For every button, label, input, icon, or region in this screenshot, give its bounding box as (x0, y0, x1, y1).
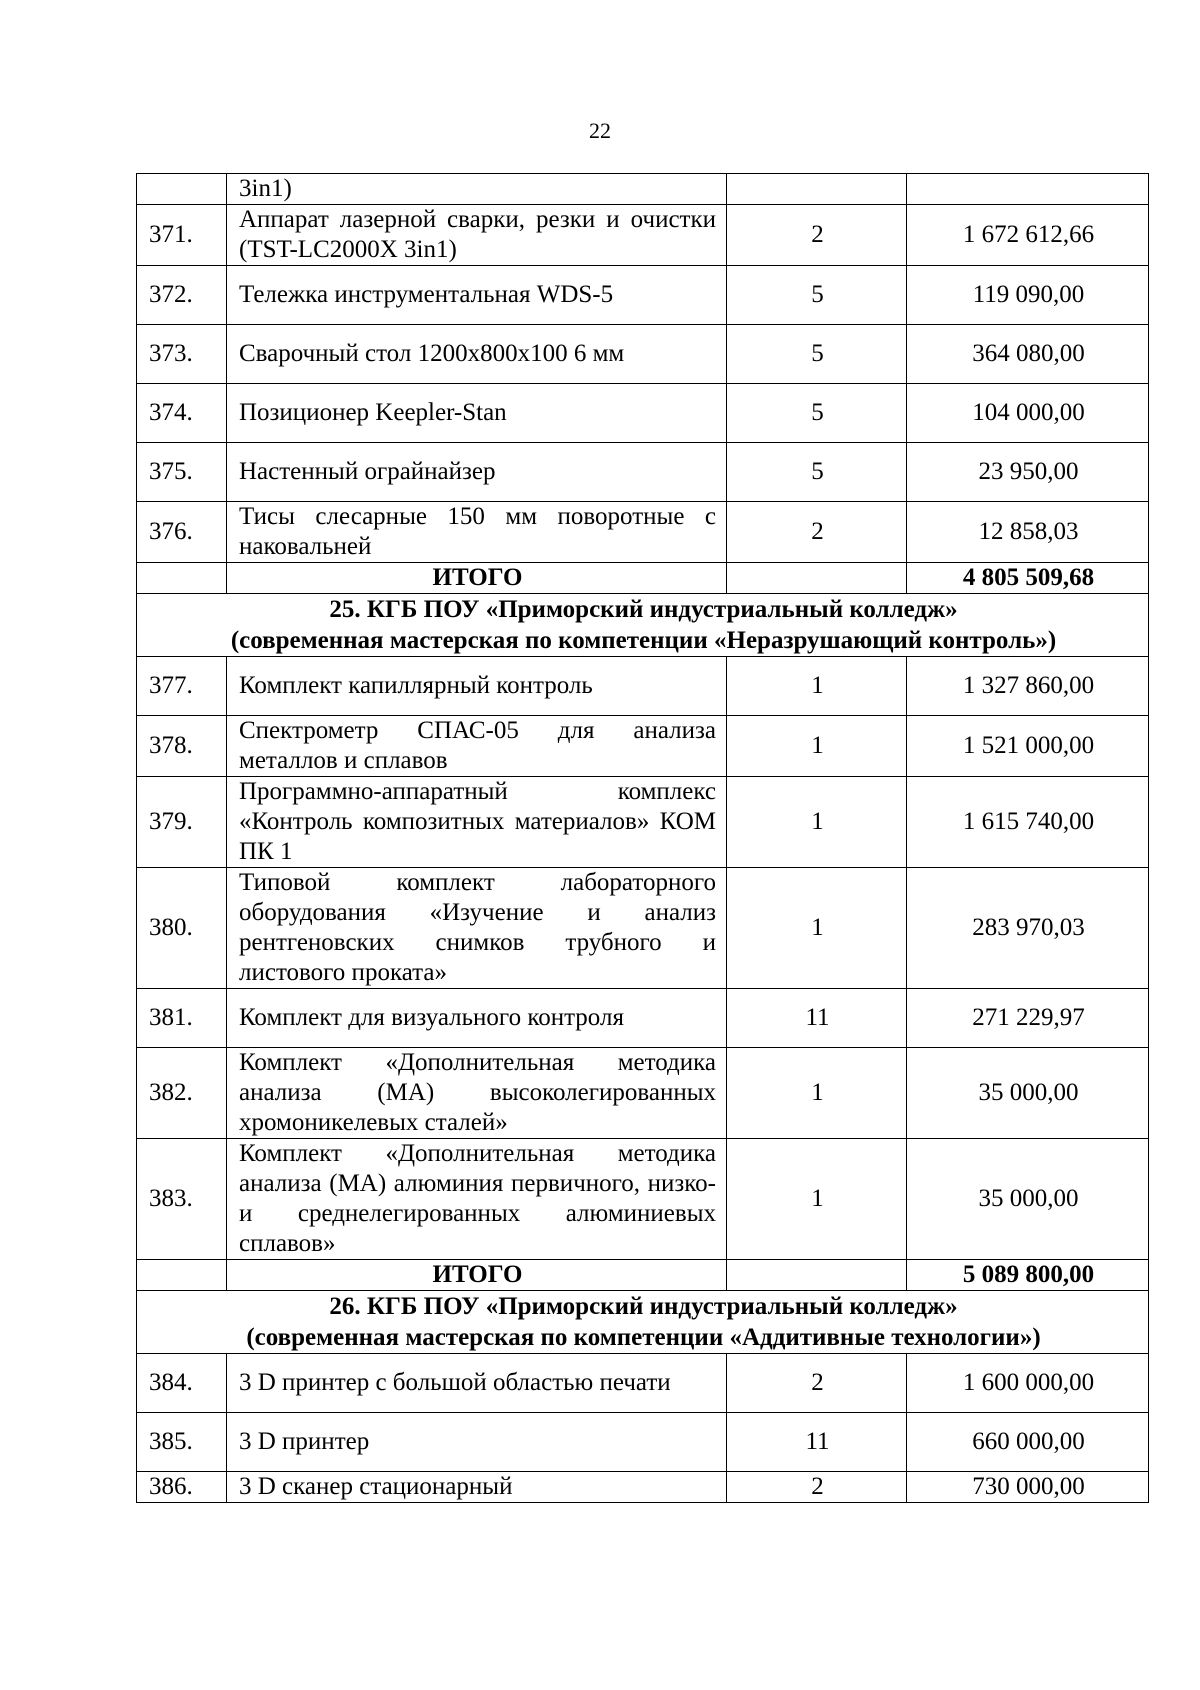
total-sum: 4 805 509,68 (907, 563, 1149, 594)
equipment-table (136, 173, 1149, 1503)
item-name: Сварочный стол 1200х800х100 6 мм (227, 325, 727, 384)
item-quantity: 1 (727, 777, 907, 868)
row-number: 383. (137, 1139, 227, 1260)
item-quantity: 5 (727, 384, 907, 443)
item-quantity: 1 (727, 1048, 907, 1139)
row-number: 373. (137, 325, 227, 384)
total-label: ИТОГО (227, 1260, 727, 1291)
table-row (137, 1413, 1149, 1472)
item-quantity: 5 (727, 266, 907, 325)
item-name: Тисы слесарные 150 мм поворотные с наковальней (227, 502, 727, 563)
item-name: Комплект «Дополнительная методика анализа (МА) высоколегированных хромоникелевых сталей» (227, 1048, 727, 1139)
table-row (137, 868, 1149, 989)
table-row (137, 502, 1149, 563)
table-row (137, 1354, 1149, 1413)
row-number (137, 174, 227, 205)
item-name: 3in1) (227, 174, 727, 205)
item-sum: 364 080,00 (907, 325, 1149, 384)
table-row (137, 205, 1149, 266)
table-row (137, 657, 1149, 716)
table-row (137, 1472, 1149, 1503)
item-sum: 23 950,00 (907, 443, 1149, 502)
row-number: 377. (137, 657, 227, 716)
table-row (137, 989, 1149, 1048)
item-sum: 35 000,00 (907, 1139, 1149, 1260)
item-name: Типовой комплект лабораторного оборудования «Изучение и анализ рентгеновских снимков трубного и листового проката» (227, 868, 727, 989)
item-name: Аппарат лазерной сварки, резки и очистки (TST-LC2000X 3in1) (227, 205, 727, 266)
item-sum: 1 327 860,00 (907, 657, 1149, 716)
total-label: ИТОГО (227, 563, 727, 594)
item-sum: 1 600 000,00 (907, 1354, 1149, 1413)
item-sum: 1 521 000,00 (907, 716, 1149, 777)
total-sum: 5 089 800,00 (907, 1260, 1149, 1291)
item-sum: 283 970,03 (907, 868, 1149, 989)
row-number: 374. (137, 384, 227, 443)
page-number: 22 (589, 118, 611, 143)
row-number: 372. (137, 266, 227, 325)
item-sum: 660 000,00 (907, 1413, 1149, 1472)
item-sum: 104 000,00 (907, 384, 1149, 443)
item-sum: 12 858,03 (907, 502, 1149, 563)
row-number: 378. (137, 716, 227, 777)
item-sum: 730 000,00 (907, 1472, 1149, 1503)
table-row (137, 716, 1149, 777)
total-quantity-empty (727, 1260, 907, 1291)
total-quantity-empty (727, 563, 907, 594)
section-subtitle: (современная мастерская по компетенции «Аддитивные технологии») (246, 1324, 1041, 1351)
item-name: Комплект «Дополнительная методика анализа (МА) алюминия первичного, низко- и среднелегированных алюминиевых сплавов» (227, 1139, 727, 1260)
item-name: Программно-аппаратный комплекс «Контроль композитных материалов» КОМ ПК 1 (227, 777, 727, 868)
item-quantity: 1 (727, 716, 907, 777)
row-number: 385. (137, 1413, 227, 1472)
table-row (137, 174, 1149, 205)
item-quantity: 1 (727, 657, 907, 716)
row-number: 375. (137, 443, 227, 502)
total-row (137, 1260, 1149, 1291)
item-name: Настенный ограйнайзер (227, 443, 727, 502)
row-number-empty (137, 1260, 227, 1291)
item-sum: 271 229,97 (907, 989, 1149, 1048)
table-row (137, 325, 1149, 384)
item-name: 3 D сканер стационарный (227, 1472, 727, 1503)
section-header-row (137, 1291, 1149, 1354)
table-row (137, 1139, 1149, 1260)
item-name: Тележка инструментальная WDS-5 (227, 266, 727, 325)
item-sum: 1 672 612,66 (907, 205, 1149, 266)
item-quantity: 2 (727, 1472, 907, 1503)
section-header-row (137, 594, 1149, 657)
row-number: 371. (137, 205, 227, 266)
table-row (137, 777, 1149, 868)
item-quantity: 2 (727, 502, 907, 563)
item-name: Комплект капиллярный контроль (227, 657, 727, 716)
table-row (137, 443, 1149, 502)
item-quantity (727, 174, 907, 205)
item-quantity: 5 (727, 443, 907, 502)
row-number-empty (137, 563, 227, 594)
item-quantity: 2 (727, 1354, 907, 1413)
item-sum: 35 000,00 (907, 1048, 1149, 1139)
row-number: 386. (137, 1472, 227, 1503)
row-number: 379. (137, 777, 227, 868)
table-row (137, 384, 1149, 443)
section-subtitle: (современная мастерская по компетенции «Неразрушающий контроль») (230, 627, 1057, 654)
row-number: 381. (137, 989, 227, 1048)
item-name: 3 D принтер (227, 1413, 727, 1472)
section-title: 26. КГБ ПОУ «Приморский индустриальный колледж» (329, 1293, 958, 1320)
item-name: Спектрометр СПАС-05 для анализа металлов и сплавов (227, 716, 727, 777)
item-quantity: 11 (727, 1413, 907, 1472)
section-header (137, 1291, 1149, 1354)
table-row (137, 1048, 1149, 1139)
item-quantity: 11 (727, 989, 907, 1048)
item-name: Позиционер Keepler-Stan (227, 384, 727, 443)
item-name: 3 D принтер с большой областью печати (227, 1354, 727, 1413)
item-sum (907, 174, 1149, 205)
table-row (137, 266, 1149, 325)
row-number: 376. (137, 502, 227, 563)
row-number: 384. (137, 1354, 227, 1413)
item-name: Комплект для визуального контроля (227, 989, 727, 1048)
section-title: 25. КГБ ПОУ «Приморский индустриальный колледж» (329, 596, 958, 623)
item-sum: 1 615 740,00 (907, 777, 1149, 868)
item-quantity: 2 (727, 205, 907, 266)
item-quantity: 1 (727, 1139, 907, 1260)
row-number: 380. (137, 868, 227, 989)
equipment-table-body (137, 174, 1149, 1503)
row-number: 382. (137, 1048, 227, 1139)
item-quantity: 5 (727, 325, 907, 384)
total-row (137, 563, 1149, 594)
section-header (137, 594, 1149, 657)
item-quantity: 1 (727, 868, 907, 989)
item-sum: 119 090,00 (907, 266, 1149, 325)
